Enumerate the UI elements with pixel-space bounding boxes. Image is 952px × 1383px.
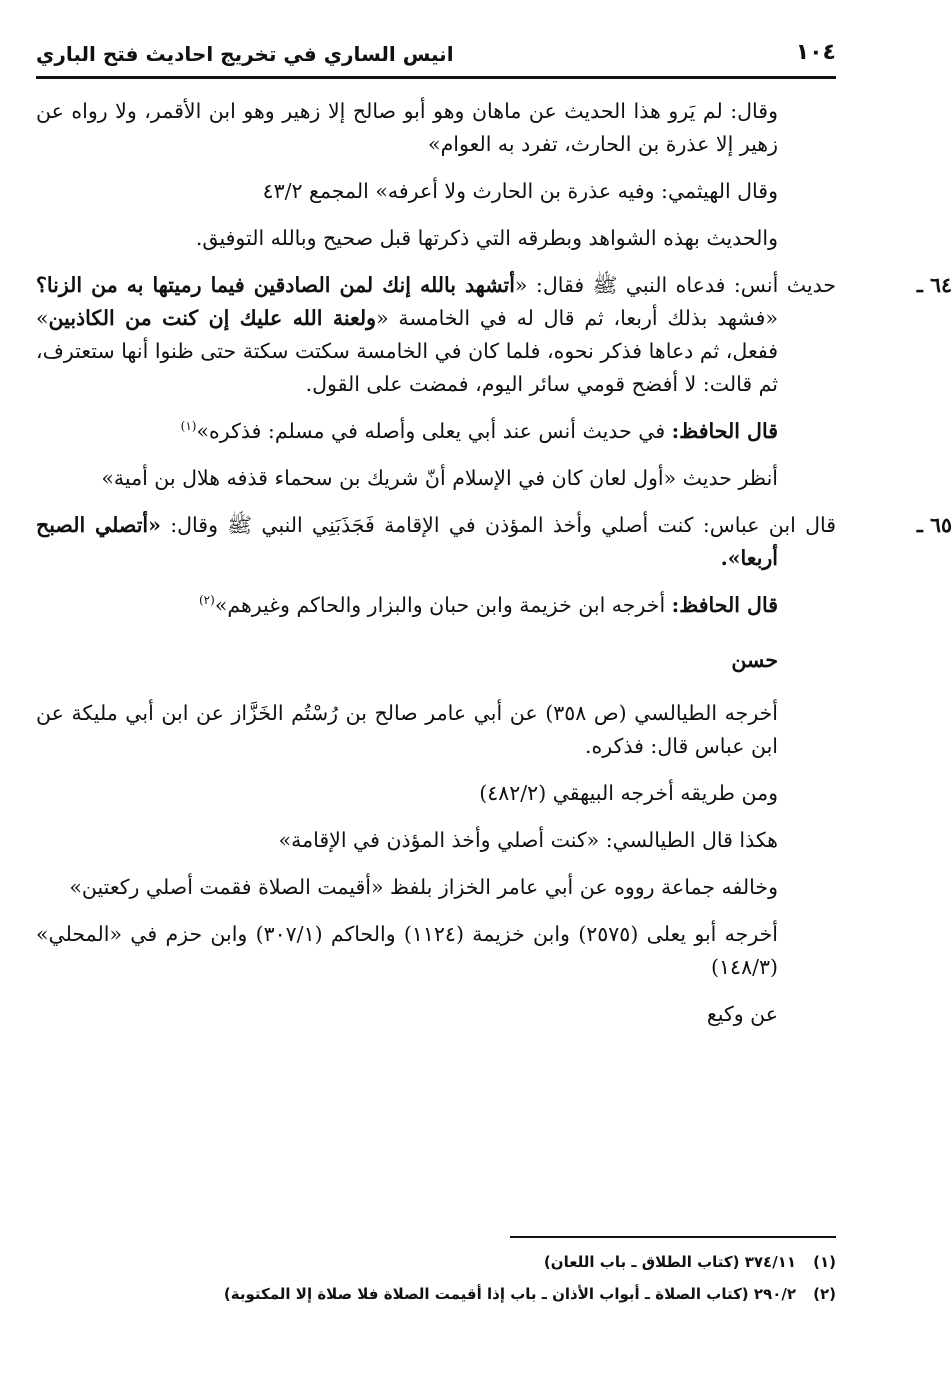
see-also: أنظر حديث «أول لعان كان في الإسلام أنّ شريك بن سحماء قذفه هلال بن أمية» <box>101 466 778 490</box>
hadith-intro: حديث أنس: فدعاه النبي ﷺ فقال: « <box>514 273 836 297</box>
hadith-quote: أتشهد بالله إنك لمن الصادقين فيما رميتها به من الزنا؟ <box>36 273 515 297</box>
paragraph-3: والحديث بهذه الشواهد وبطرقه التي ذكرتها قبل صحيح وبالله التوفيق. <box>195 226 778 250</box>
footnote-ref: (٢) <box>198 593 215 608</box>
hadith-number: ٦٥ ـ <box>916 513 952 537</box>
hafiz-label: قال الحافظ: <box>671 593 778 617</box>
grade-label: حسن <box>731 648 778 672</box>
footnote-text: ٢٩٠/٢ (كتاب الصلاة ـ أبواب الأذان ـ باب إذا أقيمت الصلاة فلا صلاة إلا المكتوبة) <box>223 1285 796 1303</box>
page-number: ١٠٤ <box>795 40 836 65</box>
footnote-number: (١) <box>813 1253 836 1271</box>
page-header <box>36 36 836 72</box>
header-rule <box>36 76 836 79</box>
paragraph-5: ومن طريقه أخرجه البيهقي (٤٨٢/٢) <box>479 781 778 805</box>
hafiz-label: قال الحافظ: <box>671 419 778 443</box>
footnote-text: ٣٧٤/١١ (كتاب الطلاق ـ باب اللعان) <box>543 1253 796 1271</box>
paragraph-2: وقال الهيثمي: وفيه عذرة بن الحارث ولا أعرفه» المجمع ٤٣/٢ <box>262 179 778 203</box>
grade-heading <box>36 644 836 677</box>
hafiz-text: أخرجه ابن خزيمة وابن حبان والبزار والحاكم وغيرهم» <box>214 593 672 617</box>
footnote-rule <box>510 1236 836 1238</box>
running-title: انيس الساري في تخريج احاديث فتح الباري <box>36 42 454 66</box>
hadith-quote: ولعنة الله عليك إن كنت من الكاذبين <box>48 306 377 330</box>
footnote-1 <box>36 1246 836 1278</box>
footnote-number: (٢) <box>813 1285 836 1303</box>
paragraph-9: عن وكيع <box>706 1002 778 1026</box>
paragraph-7: وخالفه جماعة رووه عن أبي عامر الخزاز بلفظ «أقيمت الصلاة فقمت أصلي ركعتين» <box>69 875 778 899</box>
paragraph-4: أخرجه الطيالسي (ص ٣٥٨) عن أبي عامر صالح بن رُسْتُم الخَزَّاز عن ابن أبي مليكة عن ابن عباس قال: فذكره. <box>36 701 778 758</box>
hadith-65 <box>36 509 952 575</box>
hadith-quote: «أتصلي الصبح أربعا». <box>36 513 778 570</box>
paragraph-6: هكذا قال الطيالسي: «كنت أصلي وأخذ المؤذن في الإقامة» <box>278 828 778 852</box>
hadith-text: «فشهد بذلك أربعا، ثم قال له في الخامسة « <box>376 306 779 330</box>
paragraph-1: وقال: لم يَرو هذا الحديث عن ماهان وهو أبو صالح إلا زهير وهو ابن الأقمر، ولا رواه عن زهير إلا عذرة بن الحارث، تفرد به العوام» <box>36 99 778 156</box>
hadith-text: » ففعل، ثم دعاها فذكر نحوه، فلما كان في الخامسة سكتت سكتة حتى ظنوا أنها ستعترف، ثم قالت: لا أفضح قومي سائر اليوم، فمضت على القول. <box>36 306 778 396</box>
paragraph-8: أخرجه أبو يعلى (٢٥٧٥) وابن خزيمة (١١٢٤) والحاكم (٣٠٧/١) وابن حزم في «المحلي» (١٤٨/٣) <box>36 922 778 979</box>
hadith-intro: قال ابن عباس: كنت أصلي وأخذ المؤذن في الإقامة فَجَذَبَنِي النبي ﷺ وقال: <box>160 513 837 537</box>
hafiz-note-65 <box>36 589 836 622</box>
hafiz-text: في حديث أنس عند أبي يعلى وأصله في مسلم: فذكره» <box>196 419 672 443</box>
footnotes <box>36 1246 836 1310</box>
footnote-ref: (١) <box>180 419 197 434</box>
hadith-64 <box>36 269 952 401</box>
main-text <box>36 95 952 1045</box>
hadith-number: ٦٤ ـ <box>916 273 952 297</box>
footnote-2 <box>36 1278 836 1310</box>
hafiz-note-64 <box>36 415 836 448</box>
